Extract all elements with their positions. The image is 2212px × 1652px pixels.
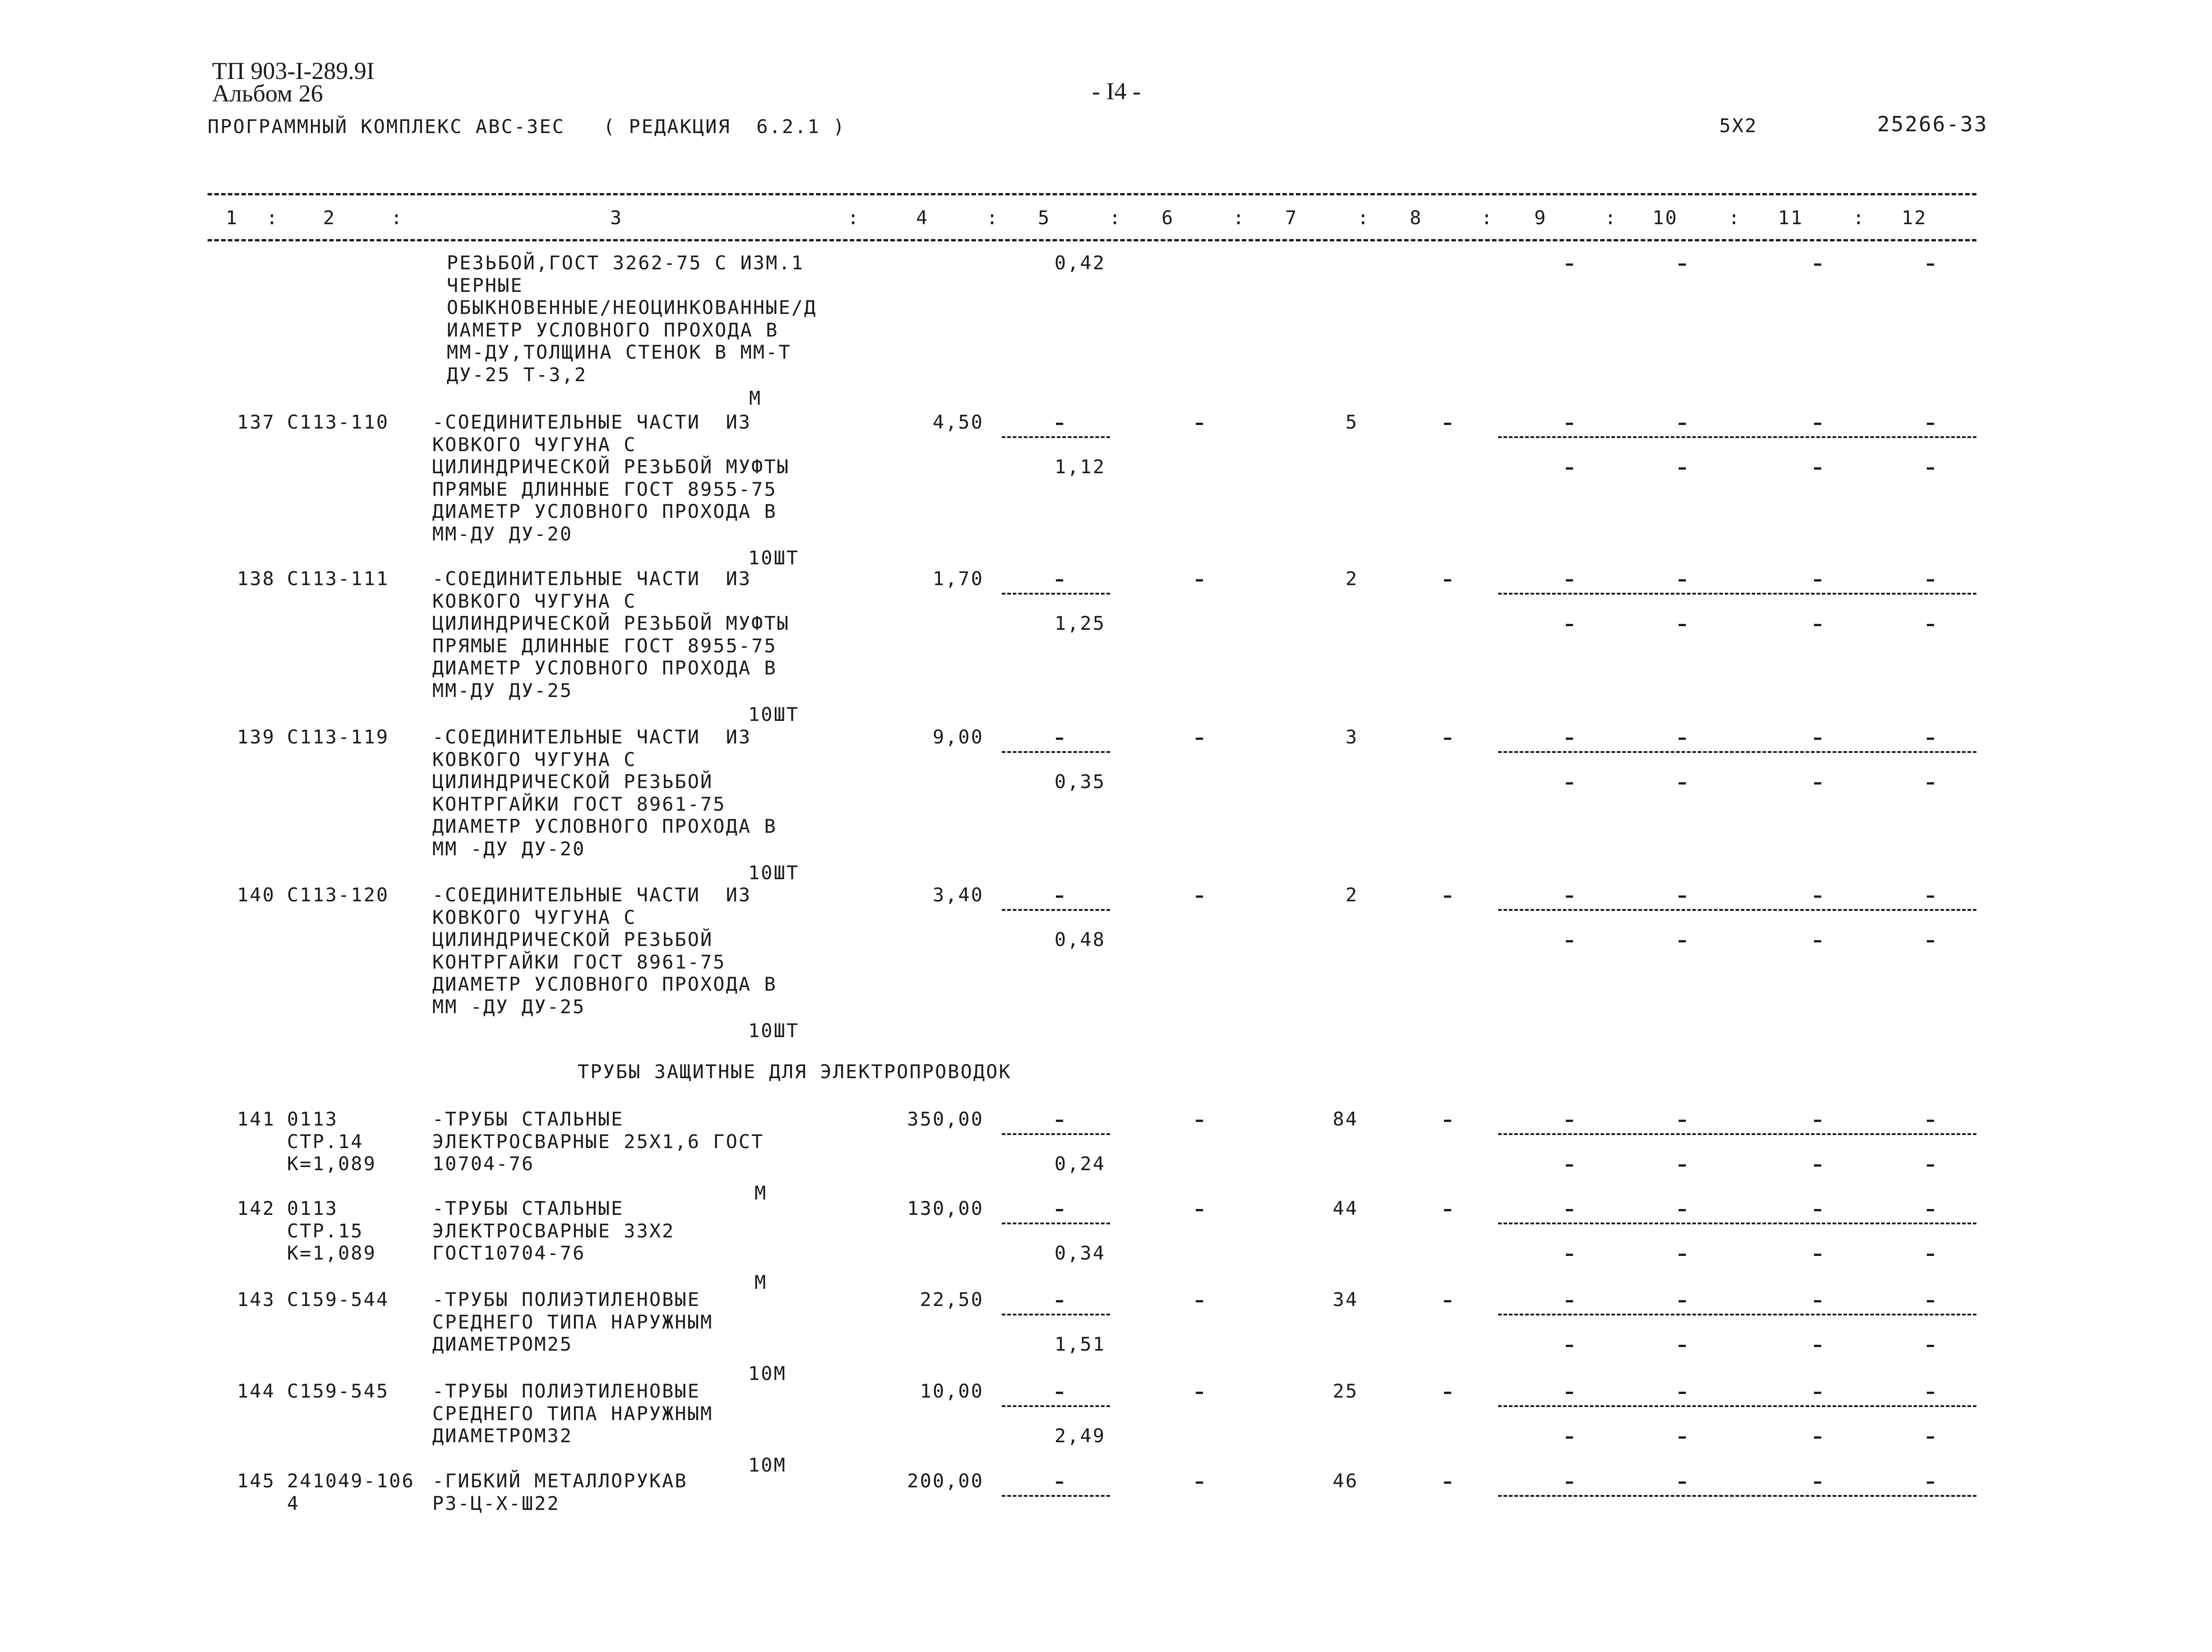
cell-dash bbox=[1679, 1436, 1686, 1439]
item-quantity: 9,00 bbox=[932, 726, 984, 748]
col-header-4: 4 bbox=[916, 207, 929, 229]
item-code: С113-110 bbox=[287, 411, 389, 433]
cell-dash bbox=[1927, 624, 1934, 626]
col5-lower-value: 1,25 bbox=[1054, 612, 1106, 634]
col-header-5: 5 bbox=[1038, 207, 1051, 229]
item-desc-line: СРЕДНЕГО ТИПА НАРУЖНЫМ bbox=[432, 1311, 713, 1333]
col5-upper-dash bbox=[1056, 1481, 1063, 1484]
col-header-6: 6 bbox=[1162, 207, 1175, 229]
cell-dash bbox=[1566, 1209, 1573, 1211]
col-separator: : bbox=[391, 207, 404, 229]
col5-lower-value: 1,51 bbox=[1054, 1333, 1106, 1355]
item-quantity: 4,50 bbox=[932, 411, 984, 433]
cell-dash bbox=[1566, 895, 1573, 898]
col7-dash bbox=[1196, 1120, 1203, 1122]
item-desc-line: -СОЕДИНИТЕЛЬНЫЕ ЧАСТИ ИЗ bbox=[432, 726, 752, 748]
col5-upper-dash bbox=[1056, 1392, 1063, 1394]
col7-dash bbox=[1196, 1392, 1203, 1394]
item-code: 0113 bbox=[287, 1108, 338, 1130]
item-desc-line: -ТРУБЫ ПОЛИЭТИЛЕНОВЫЕ bbox=[432, 1380, 701, 1402]
cell-dash bbox=[1814, 738, 1821, 740]
item-code: С113-120 bbox=[287, 884, 389, 906]
item-code: С159-545 bbox=[287, 1380, 389, 1402]
cell-dash bbox=[1927, 1164, 1934, 1167]
cell-dash bbox=[1566, 423, 1573, 425]
cell-dash bbox=[1679, 1392, 1686, 1394]
item-desc-line: ДИАМЕТР УСЛОВНОГО ПРОХОДА В bbox=[432, 815, 777, 837]
col9-dash bbox=[1444, 1120, 1451, 1122]
cell-dash bbox=[1679, 738, 1686, 740]
col7-dash bbox=[1196, 579, 1203, 581]
item-code: К=1,089 bbox=[287, 1153, 377, 1175]
col-separator: : bbox=[986, 207, 1000, 229]
cell-dash bbox=[1679, 467, 1686, 470]
item-desc-line: -СОЕДИНИТЕЛЬНЫЕ ЧАСТИ ИЗ bbox=[432, 884, 752, 906]
header-rule-top bbox=[208, 193, 1976, 195]
cell-dash bbox=[1814, 579, 1821, 581]
doc-code: ТП 903-I-289.9I bbox=[212, 57, 375, 84]
cols-dash-rule bbox=[1498, 436, 1976, 438]
item-desc-line: 10704-76 bbox=[432, 1153, 535, 1175]
item-number: 140 bbox=[237, 884, 275, 906]
cell-dash bbox=[1814, 1392, 1821, 1394]
cell-dash bbox=[1814, 1120, 1821, 1122]
cell-dash bbox=[1814, 1164, 1821, 1167]
cols-dash-rule bbox=[1498, 1133, 1976, 1135]
continuation-unit: М bbox=[749, 387, 762, 409]
item-desc-line: КОВКОГО ЧУГУНА С bbox=[432, 590, 637, 612]
item-desc-line: КОНТРГАЙКИ ГОСТ 8961-75 bbox=[432, 793, 726, 815]
col-separator: : bbox=[1853, 207, 1866, 229]
col-header-2: 2 bbox=[323, 207, 336, 229]
cell-dash bbox=[1814, 1300, 1821, 1302]
col8-value: 46 bbox=[1333, 1470, 1358, 1492]
cell-dash bbox=[1927, 1481, 1934, 1484]
col5-dash-rule bbox=[1002, 1133, 1110, 1135]
col-header-8: 8 bbox=[1410, 207, 1423, 229]
item-code: С159-544 bbox=[287, 1288, 389, 1311]
item-desc-line: КОВКОГО ЧУГУНА С bbox=[432, 748, 637, 771]
item-desc-line: КОВКОГО ЧУГУНА С bbox=[432, 906, 637, 928]
continuation-desc-line: ЧЕРНЫЕ bbox=[447, 274, 523, 296]
cell-dash bbox=[1927, 1120, 1934, 1122]
col-separator: : bbox=[1233, 207, 1246, 229]
col5-dash-rule bbox=[1002, 1495, 1110, 1497]
col5-upper-dash bbox=[1056, 895, 1063, 898]
col8-value: 34 bbox=[1333, 1288, 1358, 1311]
col5-lower-value: 0,42 bbox=[1054, 252, 1106, 274]
col5-upper-dash bbox=[1056, 1209, 1063, 1211]
cell-dash bbox=[1814, 1481, 1821, 1484]
col7-dash bbox=[1196, 1209, 1203, 1211]
col5-upper-dash bbox=[1056, 1300, 1063, 1302]
cell-dash bbox=[1679, 940, 1686, 942]
cell-dash bbox=[1814, 467, 1821, 470]
item-desc-line: КОВКОГО ЧУГУНА С bbox=[432, 433, 637, 456]
item-desc-line: КОНТРГАЙКИ ГОСТ 8961-75 bbox=[432, 951, 726, 973]
cell-dash bbox=[1566, 1345, 1573, 1347]
item-quantity: 22,50 bbox=[920, 1288, 984, 1311]
item-desc-line: ДИАМЕТРОМ25 bbox=[432, 1333, 573, 1355]
item-quantity: 1,70 bbox=[932, 568, 984, 590]
item-number: 145 bbox=[237, 1470, 275, 1492]
cell-dash bbox=[1679, 1120, 1686, 1122]
cell-dash bbox=[1679, 1300, 1686, 1302]
col7-dash bbox=[1196, 423, 1203, 425]
col5-dash-rule bbox=[1002, 1223, 1110, 1224]
continuation-desc-line: ОБЫКНОВЕННЫЕ/НЕОЦИНКОВАННЫЕ/Д bbox=[447, 296, 817, 318]
cell-dash bbox=[1927, 423, 1934, 425]
cell-dash bbox=[1814, 624, 1821, 626]
cell-dash bbox=[1814, 782, 1821, 784]
cell-dash bbox=[1814, 1345, 1821, 1347]
item-number: 143 bbox=[237, 1288, 275, 1311]
col-header-7: 7 bbox=[1285, 207, 1298, 229]
item-quantity: 10,00 bbox=[920, 1380, 984, 1402]
cell-dash bbox=[1566, 940, 1573, 942]
item-code: 4 bbox=[287, 1492, 300, 1514]
col9-dash bbox=[1444, 579, 1451, 581]
col-separator: : bbox=[1728, 207, 1741, 229]
cell-dash bbox=[1679, 1345, 1686, 1347]
col8-value: 25 bbox=[1333, 1380, 1358, 1402]
item-desc-line: ММ-ДУ ДУ-20 bbox=[432, 522, 573, 545]
col9-dash bbox=[1444, 1300, 1451, 1302]
item-unit: 10ШТ bbox=[748, 547, 800, 569]
item-desc-line: ПРЯМЫЕ ДЛИННЫЕ ГОСТ 8955-75 bbox=[432, 634, 777, 657]
cell-dash bbox=[1814, 940, 1821, 942]
cell-dash bbox=[1927, 940, 1934, 942]
item-number: 144 bbox=[237, 1380, 275, 1402]
item-number: 141 bbox=[237, 1108, 275, 1130]
col-header-9: 9 bbox=[1534, 207, 1547, 229]
col5-dash-rule bbox=[1002, 1314, 1110, 1315]
cell-dash bbox=[1927, 263, 1934, 266]
item-desc-line: ММ -ДУ ДУ-20 bbox=[432, 837, 586, 860]
cols-dash-rule bbox=[1498, 1405, 1976, 1407]
cols-dash-rule bbox=[1498, 909, 1976, 911]
col-separator: : bbox=[847, 207, 861, 229]
cols-dash-rule bbox=[1498, 751, 1976, 753]
col9-dash bbox=[1444, 1481, 1451, 1484]
item-unit: 10М bbox=[748, 1362, 787, 1384]
col5-dash-rule bbox=[1002, 436, 1110, 438]
col-separator: : bbox=[266, 207, 279, 229]
col8-value: 2 bbox=[1345, 568, 1358, 590]
cell-dash bbox=[1814, 263, 1821, 266]
item-desc-line: ГОСТ10704-76 bbox=[432, 1242, 586, 1264]
cell-dash bbox=[1679, 895, 1686, 898]
col5-dash-rule bbox=[1002, 751, 1110, 753]
cell-dash bbox=[1814, 423, 1821, 425]
col8-value: 2 bbox=[1345, 884, 1358, 906]
item-desc-line: -ТРУБЫ СТАЛЬНЫЕ bbox=[432, 1108, 624, 1130]
continuation-desc-line: РЕЗЬБОЙ,ГОСТ 3262-75 С ИЗМ.1 bbox=[447, 252, 805, 274]
item-unit: 10ШТ bbox=[748, 862, 800, 884]
album-label: Альбом 26 bbox=[212, 80, 323, 107]
continuation-desc-line: ММ-ДУ,ТОЛЩИНА СТЕНОК В ММ-Т bbox=[447, 341, 791, 363]
item-quantity: 350,00 bbox=[907, 1108, 984, 1130]
program-title: ПРОГРАММНЫЙ КОМПЛЕКС АВС-3ЕС ( РЕДАКЦИЯ 6.2.1 ) bbox=[208, 115, 846, 138]
cell-dash bbox=[1927, 467, 1934, 470]
item-desc-line: СРЕДНЕГО ТИПА НАРУЖНЫМ bbox=[432, 1402, 713, 1425]
item-number: 139 bbox=[237, 726, 275, 748]
cell-dash bbox=[1679, 1164, 1686, 1167]
item-quantity: 200,00 bbox=[907, 1470, 984, 1492]
col5-lower-value: 0,48 bbox=[1054, 928, 1106, 951]
col-separator: : bbox=[1605, 207, 1618, 229]
cell-dash bbox=[1679, 1254, 1686, 1256]
col-header-3: 3 bbox=[610, 207, 623, 229]
col-separator: : bbox=[1481, 207, 1494, 229]
cell-dash bbox=[1814, 1254, 1821, 1256]
continuation-desc-line: ДУ-25 Т-3,2 bbox=[447, 363, 588, 386]
cell-dash bbox=[1566, 782, 1573, 784]
item-desc-line: ЭЛЕКТРОСВАРНЫЕ 25Х1,6 ГОСТ bbox=[432, 1130, 764, 1153]
col8-value: 5 bbox=[1345, 411, 1358, 433]
item-number: 142 bbox=[237, 1197, 275, 1219]
item-code: К=1,089 bbox=[287, 1242, 377, 1264]
item-desc-line: ДИАМЕТР УСЛОВНОГО ПРОХОДА В bbox=[432, 657, 777, 679]
cell-dash bbox=[1679, 1209, 1686, 1211]
item-code: С113-119 bbox=[287, 726, 389, 748]
cols-dash-rule bbox=[1498, 1495, 1976, 1497]
item-desc-line: -ТРУБЫ СТАЛЬНЫЕ bbox=[432, 1197, 624, 1219]
cell-dash bbox=[1927, 1254, 1934, 1256]
col5-upper-dash bbox=[1056, 738, 1063, 740]
cell-dash bbox=[1679, 624, 1686, 626]
col8-value: 44 bbox=[1333, 1197, 1358, 1219]
item-desc-line: ЦИЛИНДРИЧЕСКОЙ РЕЗЬБОЙ МУФТЫ bbox=[432, 612, 790, 634]
item-quantity: 130,00 bbox=[907, 1197, 984, 1219]
cell-dash bbox=[1679, 579, 1686, 581]
item-desc-line: ДИАМЕТР УСЛОВНОГО ПРОХОДА В bbox=[432, 973, 777, 995]
cell-dash bbox=[1679, 263, 1686, 266]
page-number: - I4 - bbox=[1092, 78, 1141, 105]
item-desc-line: -СОЕДИНИТЕЛЬНЫЕ ЧАСТИ ИЗ bbox=[432, 411, 752, 433]
cell-dash bbox=[1927, 579, 1934, 581]
item-code: 241049-106 bbox=[287, 1470, 415, 1492]
col5-dash-rule bbox=[1002, 1405, 1110, 1407]
col7-dash bbox=[1196, 1300, 1203, 1302]
cell-dash bbox=[1566, 1392, 1573, 1394]
cell-dash bbox=[1679, 782, 1686, 784]
item-desc-line: ДИАМЕТРОМ32 bbox=[432, 1425, 573, 1447]
item-desc-line: -ТРУБЫ ПОЛИЭТИЛЕНОВЫЕ bbox=[432, 1288, 701, 1311]
col5-upper-dash bbox=[1056, 1120, 1063, 1122]
item-desc-line: ММ-ДУ ДУ-25 bbox=[432, 679, 573, 701]
item-desc-line: -СОЕДИНИТЕЛЬНЫЕ ЧАСТИ ИЗ bbox=[432, 568, 752, 590]
col5-upper-dash bbox=[1056, 579, 1063, 581]
col-separator: : bbox=[1357, 207, 1370, 229]
col5-lower-value: 1,12 bbox=[1054, 456, 1106, 478]
cell-dash bbox=[1814, 1436, 1821, 1439]
col7-dash bbox=[1196, 895, 1203, 898]
item-desc-line: ЦИЛИНДРИЧЕСКОЙ РЕЗЬБОЙ bbox=[432, 771, 713, 793]
col5-lower-value: 0,24 bbox=[1054, 1153, 1106, 1175]
cell-dash bbox=[1814, 1209, 1821, 1211]
item-desc-line: ММ -ДУ ДУ-25 bbox=[432, 995, 586, 1018]
cell-dash bbox=[1814, 895, 1821, 898]
col9-dash bbox=[1444, 1209, 1451, 1211]
col5-lower-value: 2,49 bbox=[1054, 1425, 1106, 1447]
cell-dash bbox=[1566, 1481, 1573, 1484]
col8-value: 84 bbox=[1333, 1108, 1358, 1130]
cell-dash bbox=[1679, 423, 1686, 425]
col7-dash bbox=[1196, 738, 1203, 740]
cell-dash bbox=[1927, 1392, 1934, 1394]
col-header-1: 1 bbox=[226, 207, 239, 229]
doc-number: 25266-33 bbox=[1877, 112, 1988, 136]
item-code: СТР.14 bbox=[287, 1130, 364, 1153]
cell-dash bbox=[1566, 579, 1573, 581]
cell-dash bbox=[1566, 1300, 1573, 1302]
item-desc-line: ЦИЛИНДРИЧЕСКОЙ РЕЗЬБОЙ МУФТЫ bbox=[432, 456, 790, 478]
col5-dash-rule bbox=[1002, 909, 1110, 911]
col-header-12: 12 bbox=[1902, 207, 1927, 229]
cell-dash bbox=[1927, 738, 1934, 740]
col7-dash bbox=[1196, 1481, 1203, 1484]
cols-dash-rule bbox=[1498, 593, 1976, 595]
item-unit: М bbox=[754, 1271, 768, 1293]
cell-dash bbox=[1566, 1254, 1573, 1256]
cell-dash bbox=[1927, 1345, 1934, 1347]
col-header-11: 11 bbox=[1778, 207, 1804, 229]
item-desc-line: ПРЯМЫЕ ДЛИННЫЕ ГОСТ 8955-75 bbox=[432, 478, 777, 500]
item-desc-line: Р3-Ц-Х-Ш22 bbox=[432, 1492, 560, 1514]
item-code: СТР.15 bbox=[287, 1219, 364, 1242]
header-rule-bottom bbox=[208, 239, 1976, 241]
item-desc-line: -ГИБКИЙ МЕТАЛЛОРУКАВ bbox=[432, 1470, 688, 1492]
col9-dash bbox=[1444, 1392, 1451, 1394]
cell-dash bbox=[1566, 467, 1573, 470]
cell-dash bbox=[1927, 782, 1934, 784]
cell-dash bbox=[1566, 1120, 1573, 1122]
item-unit: М bbox=[754, 1181, 768, 1204]
item-quantity: 3,40 bbox=[932, 884, 984, 906]
col5-upper-dash bbox=[1056, 423, 1063, 425]
cell-dash bbox=[1566, 624, 1573, 626]
item-code: 0113 bbox=[287, 1197, 338, 1219]
cell-dash bbox=[1679, 1481, 1686, 1484]
item-desc-line: ЭЛЕКТРОСВАРНЫЕ 33Х2 bbox=[432, 1219, 675, 1242]
cols-dash-rule bbox=[1498, 1314, 1976, 1315]
item-desc-line: ЦИЛИНДРИЧЕСКОЙ РЕЗЬБОЙ bbox=[432, 928, 713, 951]
section-title: ТРУБЫ ЗАЩИТНЫЕ ДЛЯ ЭЛЕКТРОПРОВОДОК bbox=[578, 1061, 1012, 1083]
cell-dash bbox=[1927, 1300, 1934, 1302]
cols-dash-rule bbox=[1498, 1223, 1976, 1224]
col8-value: 3 bbox=[1345, 726, 1358, 748]
cell-dash bbox=[1927, 1209, 1934, 1211]
col9-dash bbox=[1444, 423, 1451, 425]
continuation-desc-line: ИАМЕТР УСЛОВНОГО ПРОХОДА В bbox=[447, 318, 779, 341]
col9-dash bbox=[1444, 738, 1451, 740]
item-desc-line: ДИАМЕТР УСЛОВНОГО ПРОХОДА В bbox=[432, 500, 777, 522]
item-unit: 10М bbox=[748, 1454, 787, 1476]
col-header-10: 10 bbox=[1652, 207, 1678, 229]
item-number: 137 bbox=[237, 411, 275, 433]
sheet-code: 5Х2 bbox=[1719, 115, 1758, 137]
cell-dash bbox=[1927, 1436, 1934, 1439]
col5-lower-value: 0,35 bbox=[1054, 771, 1106, 793]
cell-dash bbox=[1566, 738, 1573, 740]
col-separator: : bbox=[1109, 207, 1122, 229]
cell-dash bbox=[1566, 1436, 1573, 1439]
col9-dash bbox=[1444, 895, 1451, 898]
item-unit: 10ШТ bbox=[748, 1020, 800, 1042]
col5-lower-value: 0,34 bbox=[1054, 1242, 1106, 1264]
cell-dash bbox=[1566, 263, 1573, 266]
cell-dash bbox=[1566, 1164, 1573, 1167]
item-code: С113-111 bbox=[287, 568, 389, 590]
item-unit: 10ШТ bbox=[748, 703, 800, 725]
item-number: 138 bbox=[237, 568, 275, 590]
cell-dash bbox=[1927, 895, 1934, 898]
col5-dash-rule bbox=[1002, 593, 1110, 595]
